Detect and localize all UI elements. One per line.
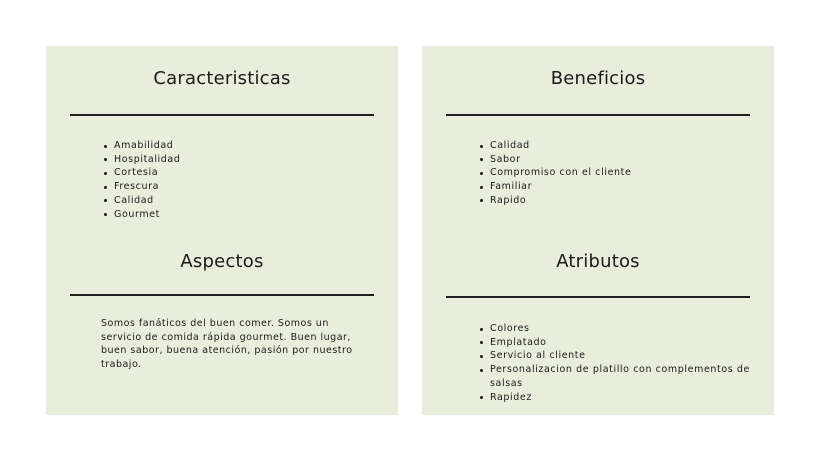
aspectos-divider xyxy=(70,294,374,296)
caracteristicas-title: Caracteristicas xyxy=(153,68,291,89)
right-card xyxy=(422,46,774,415)
list-item: Rapidez xyxy=(480,391,774,405)
beneficios-divider xyxy=(446,114,750,116)
list-item: Personalizacion de platillo con complementos de salsas xyxy=(480,363,774,390)
list-item: Sabor xyxy=(480,153,631,167)
list-item: Familiar xyxy=(480,180,631,194)
caracteristicas-divider xyxy=(70,114,374,116)
beneficios-title: Beneficios xyxy=(550,68,646,89)
aspectos-title: Aspectos xyxy=(180,251,264,272)
list-item: Calidad xyxy=(104,194,180,208)
list-item: Compromiso con el cliente xyxy=(480,166,631,180)
list-item: Colores xyxy=(480,322,774,336)
aspectos-text: Somos fanáticos del buen comer. Somos un servicio de comida rápida gourmet. Buen lugar, buen sabor, buena atención, pasión por nuestro trabajo. xyxy=(101,318,353,371)
list-item: Emplatado xyxy=(480,336,774,350)
list-item: Rapido xyxy=(480,194,631,208)
list-item: Hospitalidad xyxy=(104,153,180,167)
atributos-list xyxy=(480,322,774,404)
list-item: Amabilidad xyxy=(104,139,180,153)
list-item: Calidad xyxy=(480,139,631,153)
caracteristicas-list xyxy=(104,139,180,221)
list-item: Servicio al cliente xyxy=(480,349,774,363)
list-item: Cortesia xyxy=(104,166,180,180)
list-item: Frescura xyxy=(104,180,180,194)
beneficios-list xyxy=(480,139,631,208)
atributos-divider xyxy=(446,296,750,298)
atributos-title: Atributos xyxy=(556,251,640,272)
list-item: Gourmet xyxy=(104,208,180,222)
left-card xyxy=(46,46,398,415)
